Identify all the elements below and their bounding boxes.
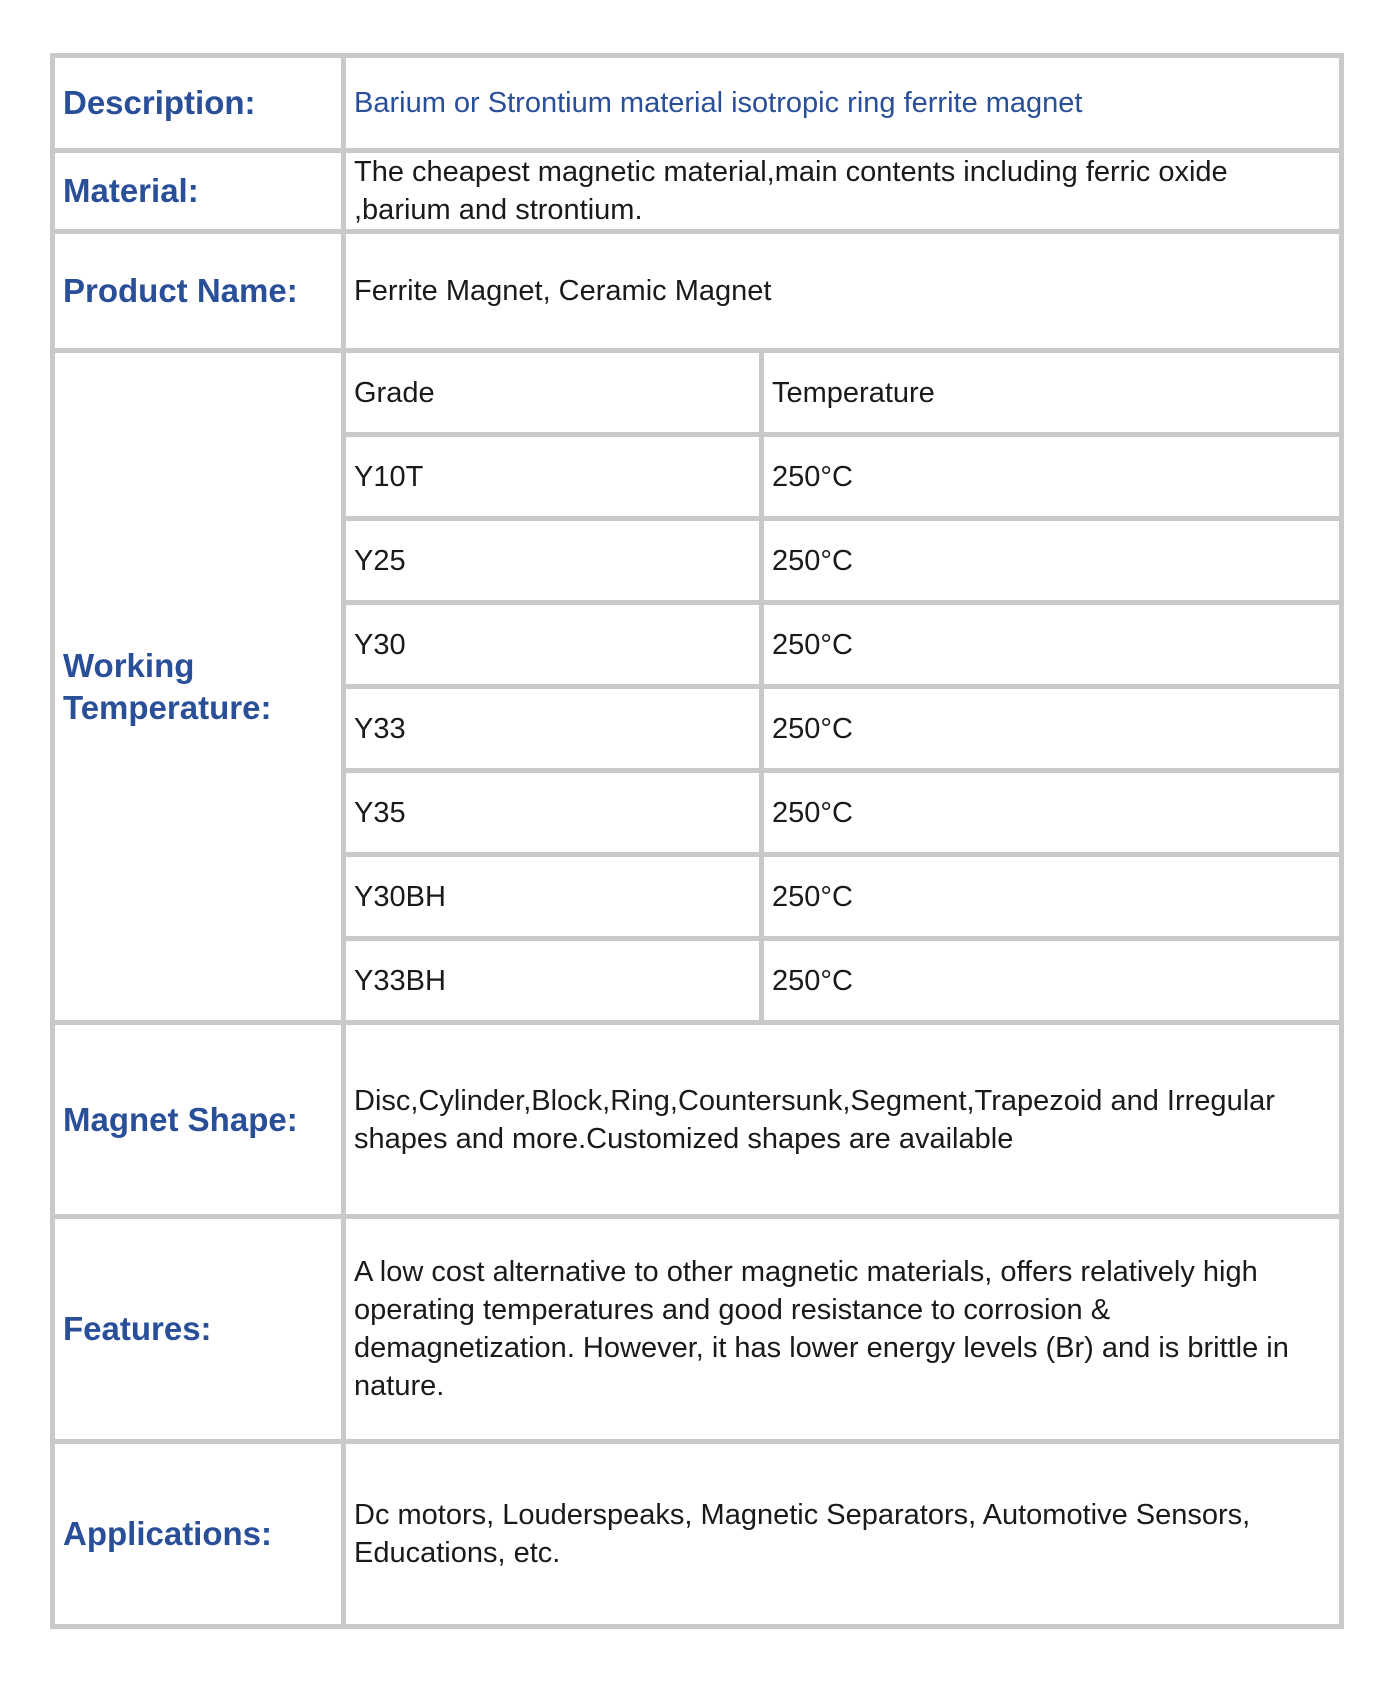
- magnet-shape-label: Magnet Shape:: [53, 1023, 344, 1217]
- temperature-cell: 250°C: [762, 519, 1342, 603]
- material-label: Material:: [53, 151, 344, 232]
- working-temperature-label: Working Temperature:: [53, 351, 344, 1023]
- grade-cell: Y35: [344, 771, 762, 855]
- magnet-shape-value: Disc,Cylinder,Block,Ring,Countersunk,Segment,Trapezoid and Irregular shapes and more.Customized shapes are available: [344, 1023, 1342, 1217]
- temperature-header: Temperature: [762, 351, 1342, 435]
- grade-cell: Y10T: [344, 435, 762, 519]
- temperature-cell: 250°C: [762, 435, 1342, 519]
- temperature-cell: 250°C: [762, 855, 1342, 939]
- features-value: A low cost alternative to other magnetic materials, offers relatively high operating temperatures and good resistance to corrosion & demagnetization. However, it has lower energy levels (Br) and is brittle in nature.: [344, 1217, 1342, 1442]
- applications-label: Applications:: [53, 1442, 344, 1627]
- grade-cell: Y33: [344, 687, 762, 771]
- description-value: Barium or Strontium material isotropic ring ferrite magnet: [344, 56, 1342, 151]
- features-row: [53, 1217, 1342, 1442]
- features-label: Features:: [53, 1217, 344, 1442]
- material-value: The cheapest magnetic material,main contents including ferric oxide ,barium and strontium.: [344, 151, 1342, 232]
- description-label: Description:: [53, 56, 344, 151]
- grade-cell: Y33BH: [344, 939, 762, 1023]
- applications-value: Dc motors, Louderspeaks, Magnetic Separators, Automotive Sensors, Educations, etc.: [344, 1442, 1342, 1627]
- product-name-value: Ferrite Magnet, Ceramic Magnet: [344, 232, 1342, 351]
- material-row: [53, 151, 1342, 232]
- applications-row: [53, 1442, 1342, 1627]
- grade-header: Grade: [344, 351, 762, 435]
- grade-cell: Y30: [344, 603, 762, 687]
- product-name-label: Product Name:: [53, 232, 344, 351]
- temperature-cell: 250°C: [762, 603, 1342, 687]
- temperature-cell: 250°C: [762, 687, 1342, 771]
- grade-header-row: [53, 351, 1342, 435]
- grade-cell: Y30BH: [344, 855, 762, 939]
- grade-cell: Y25: [344, 519, 762, 603]
- description-row: [53, 56, 1342, 151]
- temperature-cell: 250°C: [762, 771, 1342, 855]
- product-name-row: [53, 232, 1342, 351]
- specification-table: [50, 53, 1344, 1629]
- temperature-cell: 250°C: [762, 939, 1342, 1023]
- magnet-shape-row: [53, 1023, 1342, 1217]
